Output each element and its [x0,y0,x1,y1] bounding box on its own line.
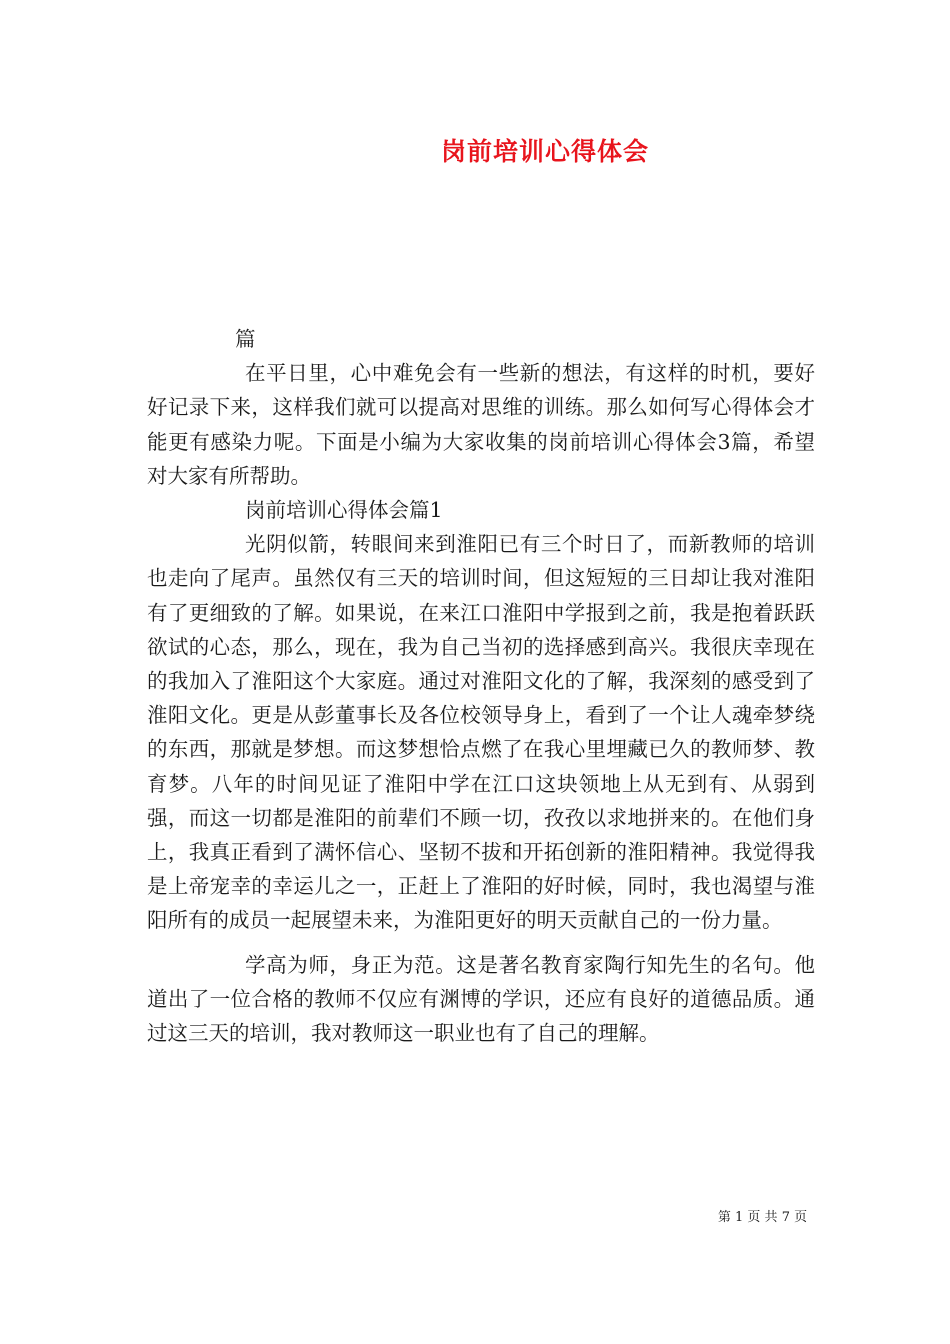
document-title: 岗前培训心得体会 [440,137,649,166]
body-paragraph-1: 光阴似箭，转眼间来到淮阳已有三个时日了，而新教师的培训也走向了尾声。虽然仅有三天的培训时间，但这短短的三日却让我对淮阳有了更细致的了解。如果说，在来江口淮阳中学报到之前，我是抱着跃跃欲试的心态，那么，现在，我为自己当初的选择感到高兴。我很庆幸现在的我加入了淮阳这个大家庭。通过对淮阳文化的了解，我深刻的感受到了淮阳文化。更是从彭董事长及各位校领导身上，看到了一个让人魂牵梦绕的东西，那就是梦想。而这梦想恰点燃了在我心里埋藏已久的教师梦、教育梦。八年的时间见证了淮阳中学在江口这块领地上从无到有、从弱到强，而这一切都是淮阳的前辈们不顾一切，孜孜以求地拼来的。在他们身上，我真正看到了满怀信心、坚韧不拔和开拓创新的淮阳精神。我觉得我是上帝宠幸的幸运儿之一，正赶上了淮阳的好时候，同时，我也渴望与淮阳所有的成员一起展望未来，为淮阳更好的明天贡献自己的一份力量。 [147,532,815,933]
section-heading: 岗前培训心得体会篇1 [245,498,443,523]
document-body [147,322,815,1050]
section-label: 篇 [235,327,256,351]
intro-paragraph: 在平日里，心中难免会有一些新的想法，有这样的时机，要好好记录下来，这样我们就可以提高对思维的训练。那么如何写心得体会才能更有感染力呢。下面是小编为大家收集的岗前培训心得体会3篇，希望对大家有所帮助。 [147,361,815,488]
page-footer: 第 1 页 共 7 页 [717,1210,808,1225]
body-paragraph-2: 学高为师，身正为范。这是著名教育家陶行知先生的名句。他道出了一位合格的教师不仅应有渊博的学识，还应有良好的道德品质。通过这三天的培训，我对教师这一职业也有了自己的理解。 [147,952,815,1046]
